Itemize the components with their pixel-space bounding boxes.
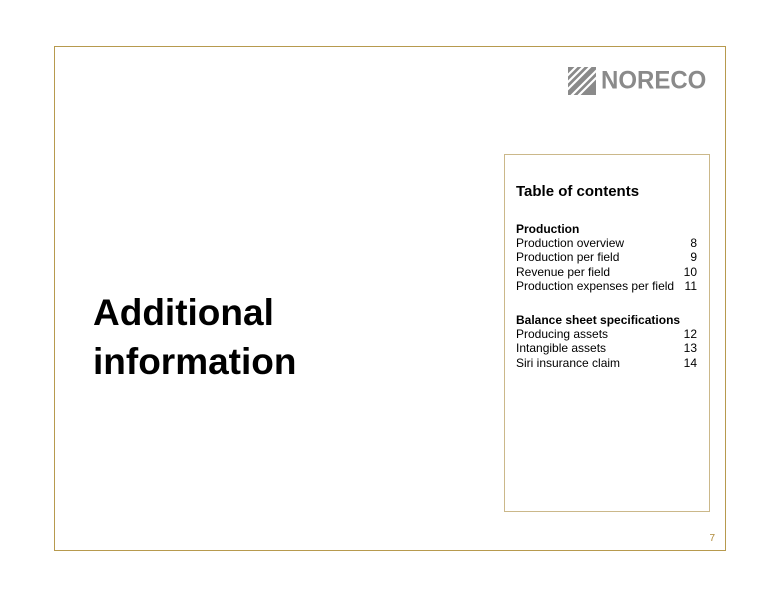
toc-item-label: Producing assets [516,327,609,342]
toc-item-label: Revenue per field [516,264,611,279]
toc-section-title: Production [516,222,580,236]
toc-item[interactable] [516,341,697,355]
toc-heading: Table of contents [516,183,640,200]
logo-wordmark: NORECO [601,66,707,95]
toc-item-label: Production expenses per field [516,278,675,293]
title-line-2: information [93,341,297,382]
toc-item-page: 8 [690,236,697,251]
toc-item-label: Intangible assets [516,341,607,356]
toc-item[interactable] [516,327,697,341]
toc-item-page: 13 [683,341,697,356]
noreco-stripes-logo-icon [568,67,596,95]
toc-item-label: Siri insurance claim [516,355,621,370]
noreco-logo [568,66,712,96]
toc-section-title: Balance sheet specifications [516,313,681,327]
toc-section-production [516,222,697,293]
toc-item-page: 10 [683,264,697,279]
title-line-1: Additional [93,292,274,333]
toc-item[interactable] [516,279,697,293]
toc-item-label: Production overview [516,236,625,251]
toc-item[interactable] [516,356,697,370]
toc-item[interactable] [516,236,697,250]
toc-item-page: 12 [683,327,697,342]
toc-item-page: 14 [683,355,697,370]
toc-item[interactable] [516,250,697,264]
toc-item-page: 9 [690,250,697,265]
toc-item-label: Production per field [516,250,620,265]
page-title [93,288,393,386]
toc-section-balance-sheet [516,313,697,370]
toc-item-page: 11 [684,278,697,293]
page-number: 7 [709,533,715,544]
table-of-contents [504,154,710,512]
toc-item[interactable] [516,265,697,279]
